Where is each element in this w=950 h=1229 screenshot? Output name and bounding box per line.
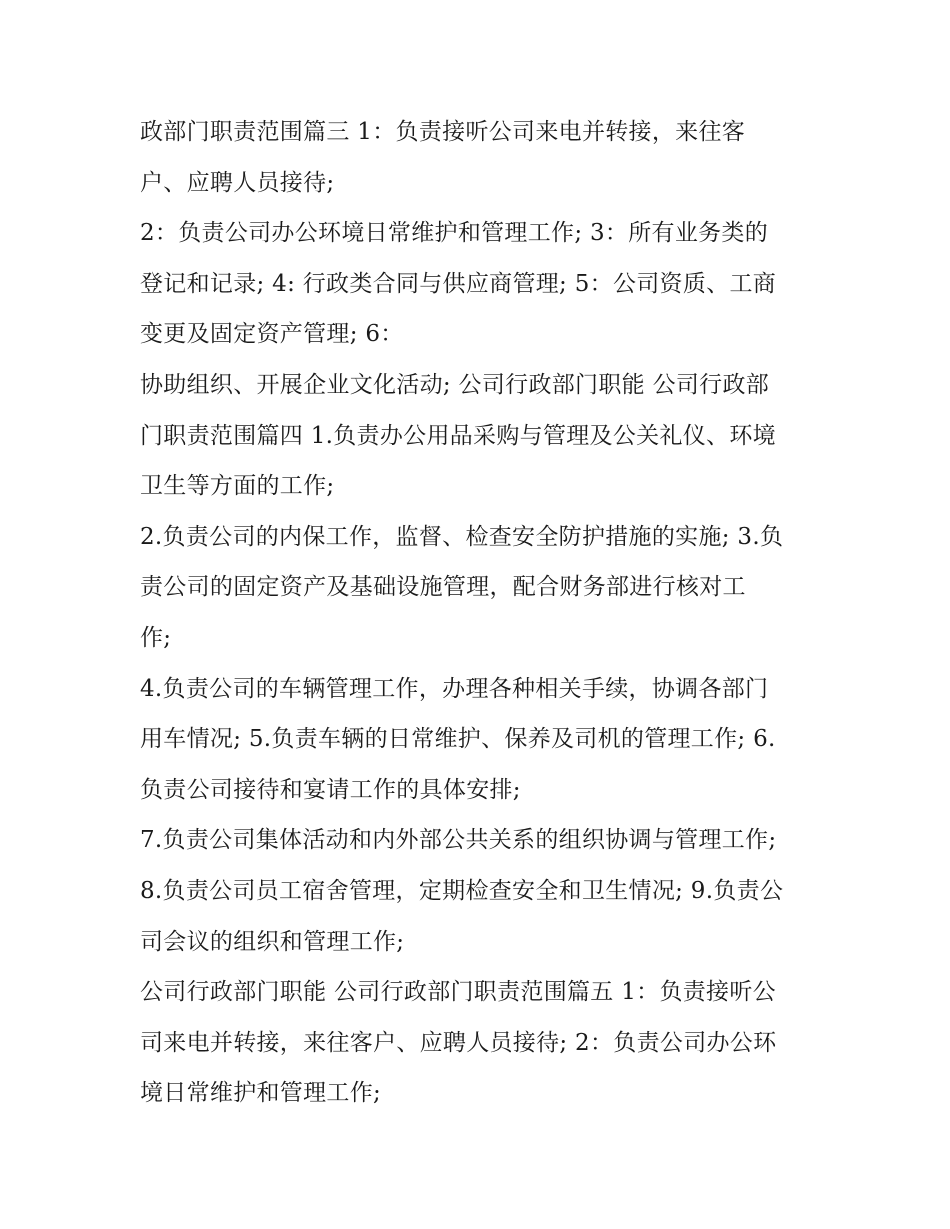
text-line-3: 2：负责公司办公环境日常维护和管理工作; 3：所有业务类的 [140,220,769,247]
text-line-4: 登记和记录; 4: 行政类合同与供应商管理; 5：公司资质、工商 [140,270,777,297]
text-line-15: 7.负责公司集体活动和内外部公共关系的组织协调与管理工作; [140,827,777,854]
text-line-6: 协助组织、开展企业文化活动; 公司行政部门职能 公司行政部 [140,371,770,398]
text-line-5: 变更及固定资产管理; 6： [140,321,404,348]
text-line-17: 司会议的组织和管理工作; [140,928,405,955]
text-line-16: 8.负责公司员工宿舍管理，定期检查安全和卫生情况; 9.负责公 [140,877,784,904]
text-line-19: 司来电并转接，来往客户、应聘人员接待; 2：负责公司办公环 [140,1029,777,1056]
text-line-2: 户、应聘人员接待; [140,169,335,196]
text-line-12: 4.负责公司的车辆管理工作，办理各种相关手续，协调各部门 [140,675,769,702]
text-line-8: 卫生等方面的工作; [140,473,335,500]
text-line-20: 境日常维护和管理工作; [140,1080,382,1107]
text-line-14: 负责公司接待和宴请工作的具体安排; [140,776,521,803]
text-line-11: 作; [140,624,172,651]
document-body [140,107,812,1119]
text-line-9: 2.负责公司的内保工作，监督、检查安全防护措施的实施; 3.负 [140,523,784,550]
text-line-7: 门职责范围篇四 1.负责办公用品采购与管理及公关礼仪、环境 [140,422,776,449]
text-line-13: 用车情况; 5.负责车辆的日常维护、保养及司机的管理工作; 6. [140,726,776,753]
text-line-1: 政部门职责范围篇三 1：负责接听公司来电并转接，来往客 [140,119,746,145]
text-line-10: 责公司的固定资产及基础设施管理，配合财务部进行核对工 [140,574,746,601]
text-line-18: 公司行政部门职能 公司行政部门职责范围篇五 1：负责接听公 [140,979,776,1006]
